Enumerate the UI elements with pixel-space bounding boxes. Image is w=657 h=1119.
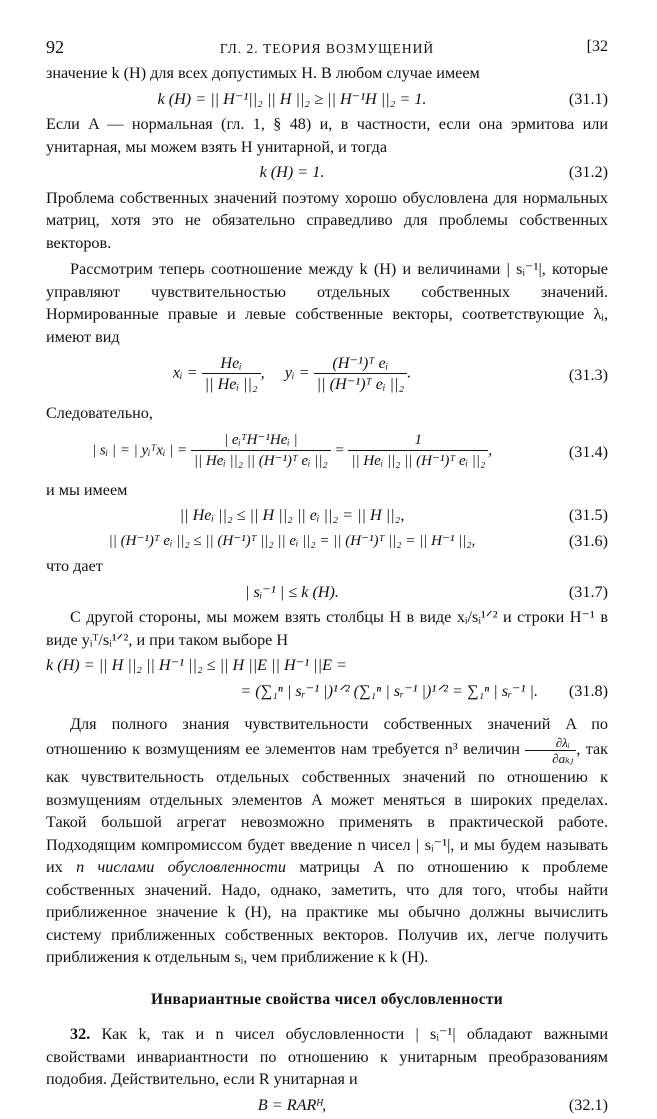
paragraph-10: [46, 1023, 608, 1091]
equation-number: (31.6): [568, 531, 608, 550]
paragraph-9: [46, 713, 608, 969]
equation-31-8-line-2: [46, 680, 608, 710]
fraction-2-numerator: 1: [348, 431, 488, 451]
book-page: [46, 36, 608, 1119]
paragraph-8: С другой стороны, мы можем взять столбцы H в виде xᵢ/sᵢ¹ᐟ² и строки H⁻¹ в виде yᵢᵀ/sᵢ¹ᐟ², и при таком выборе H: [46, 608, 608, 649]
paragraph-9-part-a: Для полного знания чувствительности собственных значений A по отношению к возмущениям ее элементов нам требуется n³ величин: [46, 714, 608, 759]
y-lhs: yᵢ =: [284, 363, 310, 382]
tail: ,: [488, 441, 492, 458]
x-lhs: xᵢ =: [172, 363, 198, 382]
paragraph-2: Если A — нормальная (гл. 1, § 48) и, в частности, если она эрмитова или унитарная, мы можем взять H унитарной, и тогда: [46, 115, 608, 156]
equation-31-1: [46, 88, 608, 111]
equation-body: || Heᵢ ||₂ ≤ || H ||₂ || eᵢ ||₂ = || H ||₂,: [179, 506, 405, 524]
paragraph-9-part-c: матрицы A по отношению к проблеме собственных значений. Надо, однако, заметить, что для того, чтобы найти приближенное значение k (H), на практике мы обычно должны вычислить систему приближенных собственных векторов. Получив их, легче получить приближения к отдельным sᵢ, чем приближение к k (H).: [46, 858, 609, 966]
equation-body: | sᵢ⁻¹ | ≤ k (H).: [245, 582, 339, 601]
lhs: | sᵢ | = | yᵢᵀxᵢ | =: [92, 441, 188, 458]
x-denominator: || Heᵢ ||₂: [204, 375, 258, 393]
equation-number: (31.3): [568, 366, 608, 384]
equation-31-8-line-1: [46, 654, 608, 677]
paragraph-10-text: Как k, так и n чисел обусловленности | sᵢ⁻¹| обладают важными свойствами инвариантности по отношению к унитарным преобразованиям подобия. Действительно, если R унитарная и: [46, 1025, 608, 1088]
equation-number: (31.2): [568, 163, 608, 181]
y-denominator: || (H⁻¹)ᵀ eᵢ ||₂: [316, 375, 405, 393]
y-numerator: (H⁻¹)ᵀ eᵢ: [314, 354, 407, 374]
y-fraction: [314, 354, 407, 394]
equation-body: [46, 431, 538, 471]
x-fraction: [202, 354, 261, 394]
page-number: 92: [46, 37, 64, 57]
equation-body: k (H) = || H ||₂ || H⁻¹ ||₂ ≤ || H ||E || H⁻¹ ||E =: [46, 656, 347, 674]
section-mark: [32: [586, 38, 608, 55]
fraction-2-denominator: || Heᵢ ||₂ || (H⁻¹)ᵀ eᵢ ||₂: [351, 452, 486, 469]
equation-31-5: [46, 504, 608, 527]
paragraph-9-part-b: , так как чувствительность отдельных собственных значений по отношению к возмущениям отдельных элементов A может меняться в широких пределах. Такой большой агрегат невозможно применять в практической работе. Подходящим компромиссом будет введение n чисел | sᵢ⁻¹|, и мы будем называть их: [46, 740, 609, 876]
equation-body: = (∑₁ⁿ | sᵣ⁻¹ |)¹ᐟ² (∑₁ⁿ | sᵣ⁻¹ |)¹ᐟ² = ∑₁ⁿ | sᵣ⁻¹ |.: [240, 681, 538, 700]
equation-32-1: [46, 1094, 608, 1117]
equation-number: (32.1): [568, 1095, 608, 1114]
fraction-1: [191, 431, 331, 471]
equation-body: k (H) = || H⁻¹||₂ || H ||₂ ≥ || H⁻¹H ||₂ = 1.: [157, 89, 427, 108]
derivative-numerator: ∂λᵢ: [525, 735, 576, 751]
equation-31-7: [46, 581, 608, 604]
equation-number: (31.5): [568, 506, 608, 524]
x-numerator: Heᵢ: [202, 354, 261, 374]
equals: =: [334, 441, 345, 458]
paragraph-9-emphasis: n числами обусловленности: [76, 858, 286, 876]
equation-31-4: [46, 431, 608, 473]
paragraph-3: Проблема собственных значений поэтому хорошо обусловлена для нормальных матриц, хотя это не обязательно справедливо для проблемы собственных векторов.: [46, 188, 608, 252]
paragraph-7: что дает: [46, 557, 103, 575]
paragraph-1: значение k (H) для всех допустимых H. В любом случае имеем: [46, 64, 480, 82]
fraction-2: [348, 431, 488, 471]
paragraph-4: Рассмотрим теперь соотношение между k (H) и величинами | sᵢ⁻¹|, которые управляют чувствительностью отдельных собственных значений. Нормированные правые и левые собственные векторы, соответствующие λᵢ, имеют вид: [46, 260, 608, 346]
equation-body: B = RARᴴ,: [257, 1095, 327, 1114]
equation-number: (31.4): [568, 442, 608, 461]
equation-number: (31.7): [568, 582, 608, 601]
equation-31-2: [46, 161, 608, 184]
paragraph-6: и мы имеем: [46, 480, 128, 499]
equation-body: xᵢ = $\frac{\text{Heᵢ}}{\text{|| Heᵢ ||₂}}$ , yᵢ = $\frac{\text{(H⁻¹)ᵀ eᵢ}}{\text{|| (H⁻¹)ᵀ eᵢ ||₂}}$ .: [172, 354, 412, 393]
derivative-fraction: [525, 735, 576, 766]
fraction-1-denominator: || Heᵢ ||₂ || (H⁻¹)ᵀ eᵢ ||₂: [193, 452, 328, 469]
section-title: Инвариантные свойства чисел обусловленности: [150, 990, 504, 1008]
running-title: ГЛ. 2. ТЕОРИЯ ВОЗМУЩЕНИЙ: [219, 41, 435, 56]
equation-body: k (H) = 1.: [259, 163, 325, 181]
paragraph-5: Следовательно,: [46, 404, 153, 422]
equation-number: (31.1): [568, 89, 608, 108]
paragraph-number: 32.: [70, 1025, 91, 1043]
equation-31-6: [46, 530, 608, 553]
equation-number: (31.8): [568, 681, 608, 700]
fraction-1-numerator: | eᵢᵀH⁻¹Heᵢ |: [191, 431, 331, 451]
derivative-denominator: ∂aₖⱼ: [552, 751, 574, 766]
equation-31-3: [46, 354, 608, 396]
running-header: [46, 36, 608, 62]
equation-body: || (H⁻¹)ᵀ eᵢ ||₂ ≤ || (H⁻¹)ᵀ ||₂ || eᵢ ||₂ = || (H⁻¹)ᵀ ||₂ = || H⁻¹ ||₂,: [108, 532, 476, 549]
